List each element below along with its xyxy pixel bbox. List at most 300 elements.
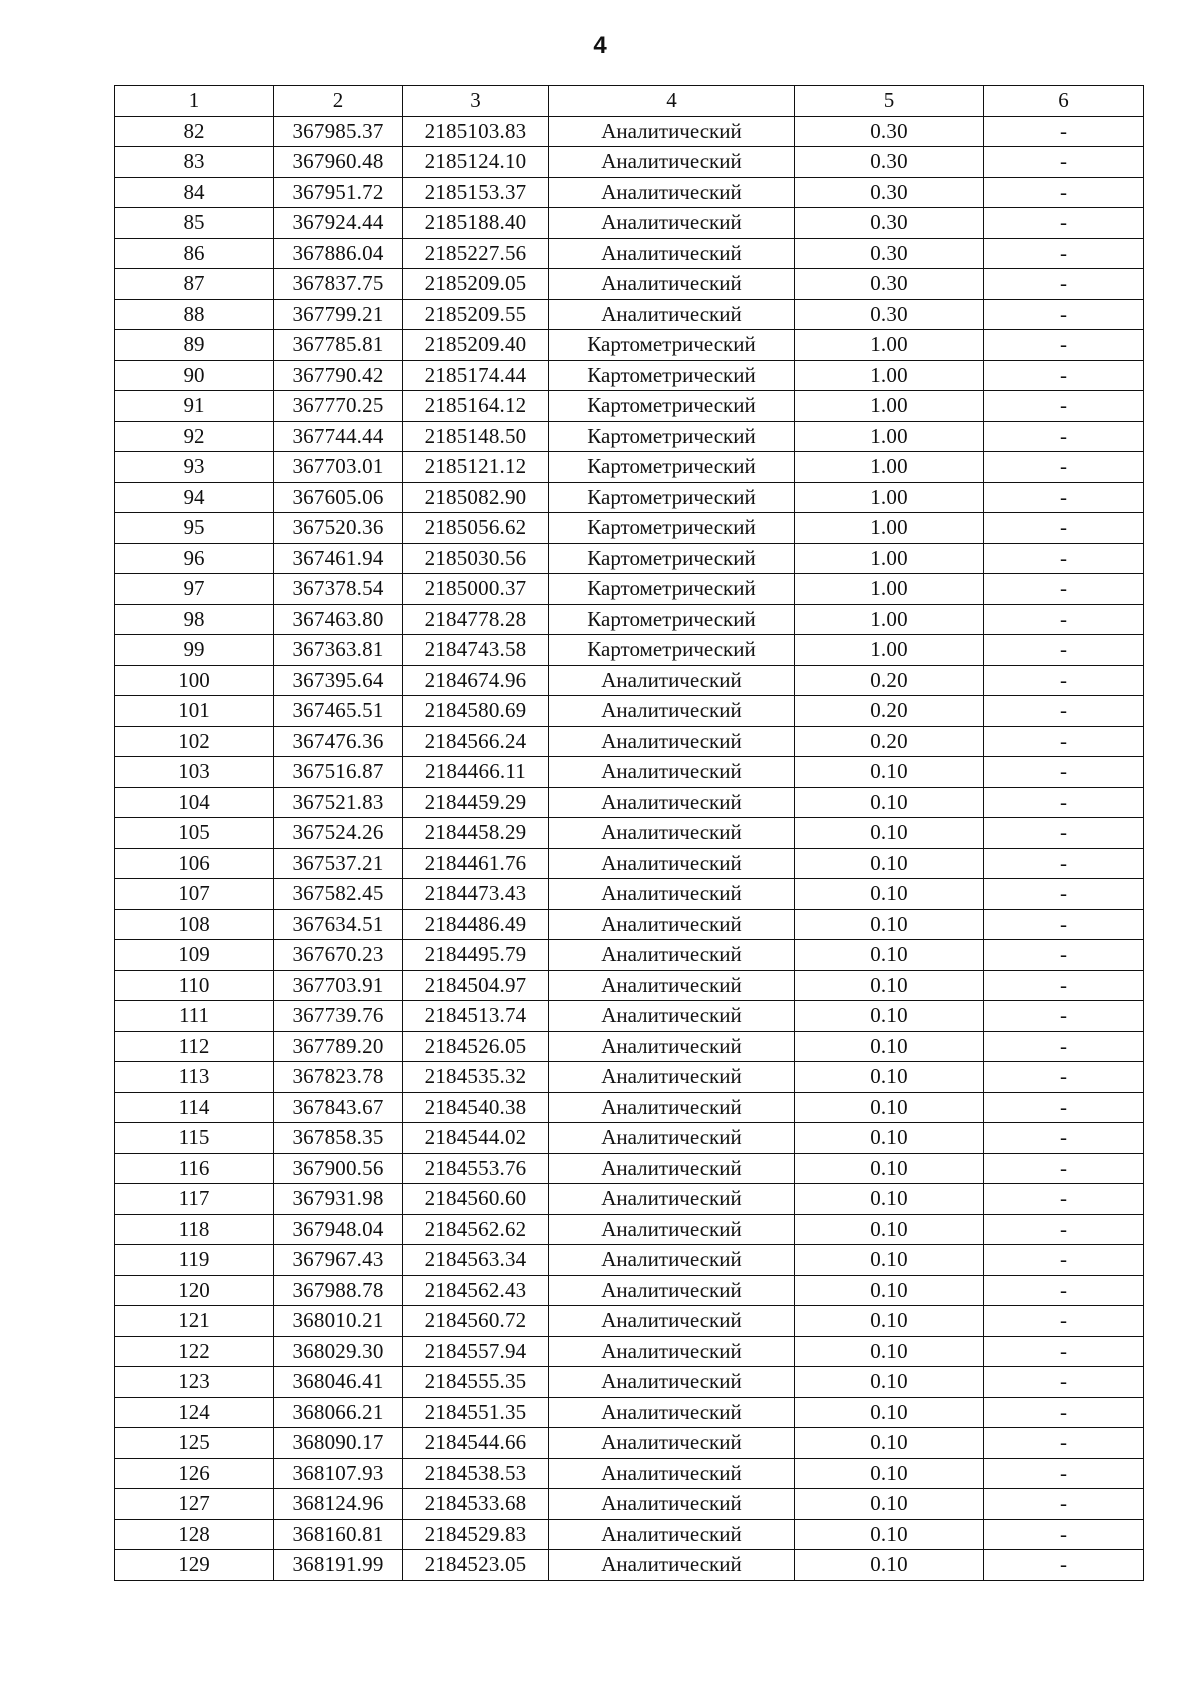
x-coordinate-cell: 367395.64 [274,665,403,696]
y-coordinate-cell: 2184566.24 [403,726,549,757]
y-coordinate-cell: 2184553.76 [403,1153,549,1184]
y-coordinate-cell: 2185124.10 [403,147,549,178]
table-row [115,238,1144,269]
y-coordinate-cell: 2184526.05 [403,1031,549,1062]
table-row [115,482,1144,513]
column-header-1: 1 [115,86,274,117]
table-row [115,1458,1144,1489]
table-row [115,1489,1144,1520]
y-coordinate-cell: 2185164.12 [403,391,549,422]
x-coordinate-cell: 367378.54 [274,574,403,605]
x-coordinate-cell: 367770.25 [274,391,403,422]
table-row [115,1184,1144,1215]
description-cell: - [984,1306,1144,1337]
description-cell: - [984,604,1144,635]
table-body [115,116,1144,1580]
method-cell: Картометрический [549,513,795,544]
accuracy-cell: 0.10 [795,1458,984,1489]
method-cell: Аналитический [549,1092,795,1123]
table-row [115,696,1144,727]
table-row [115,787,1144,818]
point-number-cell: 123 [115,1367,274,1398]
accuracy-cell: 0.10 [795,1092,984,1123]
x-coordinate-cell: 367985.37 [274,116,403,147]
accuracy-cell: 0.20 [795,726,984,757]
method-cell: Картометрический [549,543,795,574]
point-number-cell: 126 [115,1458,274,1489]
method-cell: Аналитический [549,1428,795,1459]
x-coordinate-cell: 367703.01 [274,452,403,483]
method-cell: Картометрический [549,604,795,635]
x-coordinate-cell: 367785.81 [274,330,403,361]
description-cell: - [984,452,1144,483]
description-cell: - [984,909,1144,940]
table-row [115,1367,1144,1398]
accuracy-cell: 0.10 [795,1001,984,1032]
description-cell: - [984,543,1144,574]
x-coordinate-cell: 367931.98 [274,1184,403,1215]
y-coordinate-cell: 2184580.69 [403,696,549,727]
y-coordinate-cell: 2185103.83 [403,116,549,147]
x-coordinate-cell: 368010.21 [274,1306,403,1337]
table-row [115,1062,1144,1093]
table-row [115,1275,1144,1306]
table-row [115,970,1144,1001]
column-header-6: 6 [984,86,1144,117]
accuracy-cell: 0.10 [795,1489,984,1520]
description-cell: - [984,1397,1144,1428]
y-coordinate-cell: 2185209.40 [403,330,549,361]
description-cell: - [984,574,1144,605]
method-cell: Картометрический [549,391,795,422]
accuracy-cell: 0.10 [795,1367,984,1398]
point-number-cell: 83 [115,147,274,178]
table-row [115,1428,1144,1459]
x-coordinate-cell: 367520.36 [274,513,403,544]
x-coordinate-cell: 367823.78 [274,1062,403,1093]
description-cell: - [984,1550,1144,1581]
x-coordinate-cell: 368124.96 [274,1489,403,1520]
method-cell: Аналитический [549,1245,795,1276]
point-number-cell: 102 [115,726,274,757]
x-coordinate-cell: 367605.06 [274,482,403,513]
point-number-cell: 117 [115,1184,274,1215]
method-cell: Аналитический [549,726,795,757]
table-row [115,635,1144,666]
description-cell: - [984,208,1144,239]
x-coordinate-cell: 367476.36 [274,726,403,757]
y-coordinate-cell: 2184533.68 [403,1489,549,1520]
method-cell: Аналитический [549,970,795,1001]
method-cell: Аналитический [549,940,795,971]
y-coordinate-cell: 2184563.34 [403,1245,549,1276]
description-cell: - [984,269,1144,300]
table-row [115,116,1144,147]
description-cell: - [984,879,1144,910]
method-cell: Аналитический [549,1336,795,1367]
x-coordinate-cell: 367988.78 [274,1275,403,1306]
accuracy-cell: 1.00 [795,452,984,483]
description-cell: - [984,513,1144,544]
point-number-cell: 98 [115,604,274,635]
y-coordinate-cell: 2185209.55 [403,299,549,330]
method-cell: Аналитический [549,1306,795,1337]
x-coordinate-cell: 367886.04 [274,238,403,269]
table-row [115,1336,1144,1367]
description-cell: - [984,1428,1144,1459]
point-number-cell: 84 [115,177,274,208]
point-number-cell: 114 [115,1092,274,1123]
description-cell: - [984,696,1144,727]
description-cell: - [984,116,1144,147]
description-cell: - [984,177,1144,208]
method-cell: Аналитический [549,1458,795,1489]
accuracy-cell: 0.10 [795,1123,984,1154]
y-coordinate-cell: 2184538.53 [403,1458,549,1489]
description-cell: - [984,482,1144,513]
method-cell: Аналитический [549,665,795,696]
accuracy-cell: 1.00 [795,482,984,513]
y-coordinate-cell: 2184504.97 [403,970,549,1001]
accuracy-cell: 0.20 [795,696,984,727]
accuracy-cell: 0.10 [795,879,984,910]
table-row [115,665,1144,696]
description-cell: - [984,970,1144,1001]
coordinates-table [114,85,1144,1581]
table-row [115,1306,1144,1337]
method-cell: Картометрический [549,452,795,483]
table-header-row [115,86,1144,117]
y-coordinate-cell: 2184535.32 [403,1062,549,1093]
description-cell: - [984,391,1144,422]
point-number-cell: 119 [115,1245,274,1276]
description-cell: - [984,421,1144,452]
description-cell: - [984,1031,1144,1062]
method-cell: Аналитический [549,1489,795,1520]
point-number-cell: 92 [115,421,274,452]
description-cell: - [984,1336,1144,1367]
method-cell: Аналитический [549,1519,795,1550]
table-row [115,574,1144,605]
x-coordinate-cell: 367363.81 [274,635,403,666]
point-number-cell: 120 [115,1275,274,1306]
x-coordinate-cell: 368191.99 [274,1550,403,1581]
table-row [115,1214,1144,1245]
y-coordinate-cell: 2184461.76 [403,848,549,879]
accuracy-cell: 0.30 [795,269,984,300]
y-coordinate-cell: 2184544.02 [403,1123,549,1154]
x-coordinate-cell: 367524.26 [274,818,403,849]
accuracy-cell: 0.10 [795,1428,984,1459]
table-row [115,1550,1144,1581]
y-coordinate-cell: 2185121.12 [403,452,549,483]
method-cell: Аналитический [549,147,795,178]
y-coordinate-cell: 2184562.43 [403,1275,549,1306]
accuracy-cell: 0.10 [795,1214,984,1245]
point-number-cell: 110 [115,970,274,1001]
y-coordinate-cell: 2184523.05 [403,1550,549,1581]
table-row [115,1245,1144,1276]
y-coordinate-cell: 2184743.58 [403,635,549,666]
accuracy-cell: 0.10 [795,970,984,1001]
x-coordinate-cell: 367461.94 [274,543,403,574]
x-coordinate-cell: 367858.35 [274,1123,403,1154]
method-cell: Картометрический [549,421,795,452]
table-row [115,1397,1144,1428]
x-coordinate-cell: 368046.41 [274,1367,403,1398]
table-row [115,1519,1144,1550]
point-number-cell: 96 [115,543,274,574]
x-coordinate-cell: 367703.91 [274,970,403,1001]
accuracy-cell: 0.10 [795,787,984,818]
table-row [115,513,1144,544]
accuracy-cell: 0.10 [795,1062,984,1093]
description-cell: - [984,1123,1144,1154]
point-number-cell: 113 [115,1062,274,1093]
column-header-4: 4 [549,86,795,117]
accuracy-cell: 0.30 [795,238,984,269]
x-coordinate-cell: 367537.21 [274,848,403,879]
y-coordinate-cell: 2184557.94 [403,1336,549,1367]
y-coordinate-cell: 2184513.74 [403,1001,549,1032]
point-number-cell: 106 [115,848,274,879]
x-coordinate-cell: 367790.42 [274,360,403,391]
table-row [115,391,1144,422]
method-cell: Аналитический [549,116,795,147]
point-number-cell: 85 [115,208,274,239]
point-number-cell: 122 [115,1336,274,1367]
table-row [115,177,1144,208]
description-cell: - [984,1245,1144,1276]
method-cell: Аналитический [549,1031,795,1062]
x-coordinate-cell: 367744.44 [274,421,403,452]
y-coordinate-cell: 2184544.66 [403,1428,549,1459]
x-coordinate-cell: 367960.48 [274,147,403,178]
point-number-cell: 127 [115,1489,274,1520]
table-row [115,1001,1144,1032]
x-coordinate-cell: 368090.17 [274,1428,403,1459]
point-number-cell: 94 [115,482,274,513]
table-row [115,208,1144,239]
x-coordinate-cell: 367465.51 [274,696,403,727]
accuracy-cell: 0.30 [795,299,984,330]
y-coordinate-cell: 2184495.79 [403,940,549,971]
column-header-5: 5 [795,86,984,117]
accuracy-cell: 1.00 [795,391,984,422]
accuracy-cell: 0.10 [795,1306,984,1337]
method-cell: Аналитический [549,1001,795,1032]
point-number-cell: 101 [115,696,274,727]
description-cell: - [984,1458,1144,1489]
point-number-cell: 104 [115,787,274,818]
x-coordinate-cell: 367967.43 [274,1245,403,1276]
x-coordinate-cell: 367843.67 [274,1092,403,1123]
y-coordinate-cell: 2185227.56 [403,238,549,269]
point-number-cell: 112 [115,1031,274,1062]
x-coordinate-cell: 367634.51 [274,909,403,940]
x-coordinate-cell: 367521.83 [274,787,403,818]
point-number-cell: 107 [115,879,274,910]
method-cell: Аналитический [549,299,795,330]
table-row [115,940,1144,971]
method-cell: Аналитический [549,208,795,239]
table-row [115,909,1144,940]
accuracy-cell: 0.10 [795,1031,984,1062]
method-cell: Аналитический [549,879,795,910]
accuracy-cell: 0.10 [795,909,984,940]
table-row [115,330,1144,361]
x-coordinate-cell: 368107.93 [274,1458,403,1489]
x-coordinate-cell: 367900.56 [274,1153,403,1184]
y-coordinate-cell: 2184529.83 [403,1519,549,1550]
accuracy-cell: 0.30 [795,208,984,239]
accuracy-cell: 1.00 [795,574,984,605]
y-coordinate-cell: 2184562.62 [403,1214,549,1245]
y-coordinate-cell: 2185209.05 [403,269,549,300]
method-cell: Аналитический [549,1184,795,1215]
table-row [115,604,1144,635]
description-cell: - [984,1489,1144,1520]
accuracy-cell: 0.30 [795,147,984,178]
description-cell: - [984,147,1144,178]
method-cell: Аналитический [549,1153,795,1184]
table-row [115,1031,1144,1062]
description-cell: - [984,726,1144,757]
point-number-cell: 111 [115,1001,274,1032]
table-row [115,299,1144,330]
accuracy-cell: 0.30 [795,177,984,208]
accuracy-cell: 0.10 [795,818,984,849]
point-number-cell: 99 [115,635,274,666]
accuracy-cell: 1.00 [795,543,984,574]
point-number-cell: 115 [115,1123,274,1154]
point-number-cell: 109 [115,940,274,971]
method-cell: Картометрический [549,482,795,513]
table-row [115,452,1144,483]
x-coordinate-cell: 368160.81 [274,1519,403,1550]
description-cell: - [984,1519,1144,1550]
point-number-cell: 82 [115,116,274,147]
accuracy-cell: 0.10 [795,1245,984,1276]
table-row [115,1123,1144,1154]
accuracy-cell: 1.00 [795,330,984,361]
table-row [115,1153,1144,1184]
accuracy-cell: 0.20 [795,665,984,696]
point-number-cell: 95 [115,513,274,544]
description-cell: - [984,1214,1144,1245]
accuracy-cell: 1.00 [795,604,984,635]
accuracy-cell: 0.10 [795,848,984,879]
point-number-cell: 86 [115,238,274,269]
x-coordinate-cell: 367789.20 [274,1031,403,1062]
description-cell: - [984,238,1144,269]
accuracy-cell: 1.00 [795,635,984,666]
x-coordinate-cell: 367837.75 [274,269,403,300]
description-cell: - [984,1001,1144,1032]
method-cell: Аналитический [549,696,795,727]
y-coordinate-cell: 2185000.37 [403,574,549,605]
method-cell: Аналитический [549,238,795,269]
accuracy-cell: 0.10 [795,1519,984,1550]
y-coordinate-cell: 2184555.35 [403,1367,549,1398]
table-row [115,757,1144,788]
accuracy-cell: 1.00 [795,513,984,544]
description-cell: - [984,299,1144,330]
x-coordinate-cell: 367463.80 [274,604,403,635]
accuracy-cell: 1.00 [795,360,984,391]
table-row [115,818,1144,849]
point-number-cell: 124 [115,1397,274,1428]
y-coordinate-cell: 2184778.28 [403,604,549,635]
description-cell: - [984,330,1144,361]
method-cell: Аналитический [549,177,795,208]
point-number-cell: 93 [115,452,274,483]
method-cell: Картометрический [549,574,795,605]
y-coordinate-cell: 2185082.90 [403,482,549,513]
point-number-cell: 100 [115,665,274,696]
column-header-2: 2 [274,86,403,117]
table-row [115,543,1144,574]
method-cell: Аналитический [549,1397,795,1428]
point-number-cell: 91 [115,391,274,422]
accuracy-cell: 0.30 [795,116,984,147]
accuracy-cell: 0.10 [795,1184,984,1215]
point-number-cell: 105 [115,818,274,849]
point-number-cell: 103 [115,757,274,788]
method-cell: Аналитический [549,787,795,818]
x-coordinate-cell: 367948.04 [274,1214,403,1245]
description-cell: - [984,1184,1144,1215]
point-number-cell: 88 [115,299,274,330]
accuracy-cell: 0.10 [795,1336,984,1367]
description-cell: - [984,940,1144,971]
x-coordinate-cell: 367670.23 [274,940,403,971]
y-coordinate-cell: 2184674.96 [403,665,549,696]
point-number-cell: 87 [115,269,274,300]
description-cell: - [984,1153,1144,1184]
method-cell: Аналитический [549,818,795,849]
table-row [115,421,1144,452]
method-cell: Картометрический [549,330,795,361]
x-coordinate-cell: 367924.44 [274,208,403,239]
method-cell: Аналитический [549,1062,795,1093]
description-cell: - [984,787,1144,818]
method-cell: Картометрический [549,360,795,391]
x-coordinate-cell: 368066.21 [274,1397,403,1428]
method-cell: Аналитический [549,1550,795,1581]
accuracy-cell: 0.10 [795,1275,984,1306]
y-coordinate-cell: 2184473.43 [403,879,549,910]
description-cell: - [984,635,1144,666]
table-row [115,848,1144,879]
y-coordinate-cell: 2184459.29 [403,787,549,818]
table-row [115,879,1144,910]
y-coordinate-cell: 2185056.62 [403,513,549,544]
y-coordinate-cell: 2185174.44 [403,360,549,391]
description-cell: - [984,818,1144,849]
table-row [115,269,1144,300]
point-number-cell: 128 [115,1519,274,1550]
point-number-cell: 90 [115,360,274,391]
x-coordinate-cell: 367516.87 [274,757,403,788]
y-coordinate-cell: 2184540.38 [403,1092,549,1123]
point-number-cell: 97 [115,574,274,605]
description-cell: - [984,1275,1144,1306]
description-cell: - [984,665,1144,696]
y-coordinate-cell: 2184486.49 [403,909,549,940]
point-number-cell: 116 [115,1153,274,1184]
point-number-cell: 121 [115,1306,274,1337]
